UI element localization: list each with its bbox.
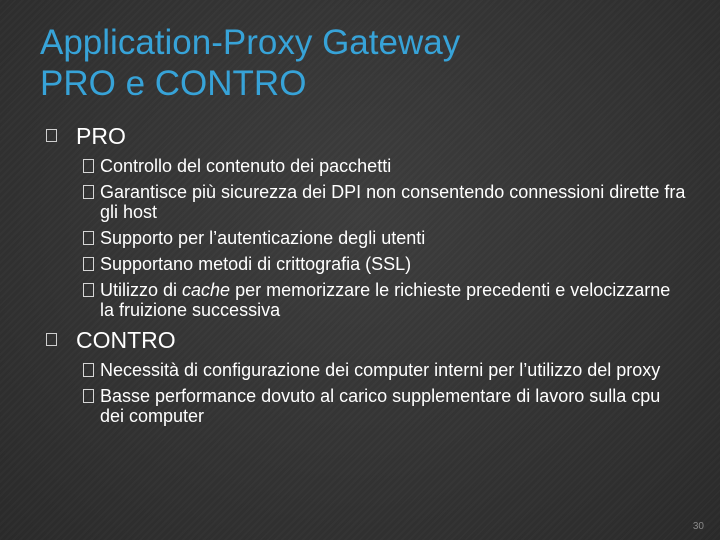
bullet-box-icon <box>83 283 94 297</box>
pro-item-text: Supportano metodi di crittografia (SSL) <box>100 254 412 274</box>
pro-item-cache <box>46 280 686 320</box>
pro-section <box>46 122 686 320</box>
pro-list <box>46 156 686 320</box>
contro-list <box>46 360 686 426</box>
contro-heading <box>46 326 686 354</box>
pro-item <box>46 228 686 248</box>
pro-item <box>46 182 686 222</box>
pro-heading-text: PRO <box>76 123 126 149</box>
bullet-box-icon <box>83 159 94 173</box>
pro-heading <box>46 122 686 150</box>
contro-item-text: Basse performance dovuto al carico supplementare di lavoro sulla cpu dei computer <box>100 386 661 426</box>
bullet-box-icon <box>83 257 94 271</box>
pro-item-text: Supporto per l’autenticazione degli utenti <box>100 228 426 248</box>
title-line-1: Application-Proxy Gateway <box>40 23 461 62</box>
pro-item-cache-after: per memorizzare le richieste precedenti e velocizzarne la fruizione successiva <box>100 280 671 320</box>
contro-item <box>46 386 686 426</box>
bullet-box-icon <box>83 185 94 199</box>
page-number: 30 <box>692 521 704 532</box>
pro-item-text: Controllo del contenuto dei pacchetti <box>100 156 392 176</box>
contro-section <box>46 326 686 426</box>
bullet-content <box>46 122 686 432</box>
pro-item <box>46 254 686 274</box>
contro-item-text: Necessità di configurazione dei computer interni per l’utilizzo del proxy <box>100 360 661 380</box>
bullet-box-icon <box>83 389 94 403</box>
pro-item-cache-emph: cache <box>182 280 231 300</box>
contro-item <box>46 360 686 380</box>
slide-title <box>40 22 680 104</box>
bullet-box-icon <box>83 231 94 245</box>
title-line-2: PRO e CONTRO <box>40 64 307 103</box>
pro-item <box>46 156 686 176</box>
contro-heading-text: CONTRO <box>76 327 176 353</box>
pro-item-cache-before: Utilizzo di <box>100 280 183 300</box>
bullet-box-icon <box>46 129 57 142</box>
pro-item-text: Garantisce più sicurezza dei DPI non consentendo connessioni dirette fra gli host <box>100 182 686 222</box>
bullet-box-icon <box>83 363 94 377</box>
bullet-box-icon <box>46 333 57 346</box>
